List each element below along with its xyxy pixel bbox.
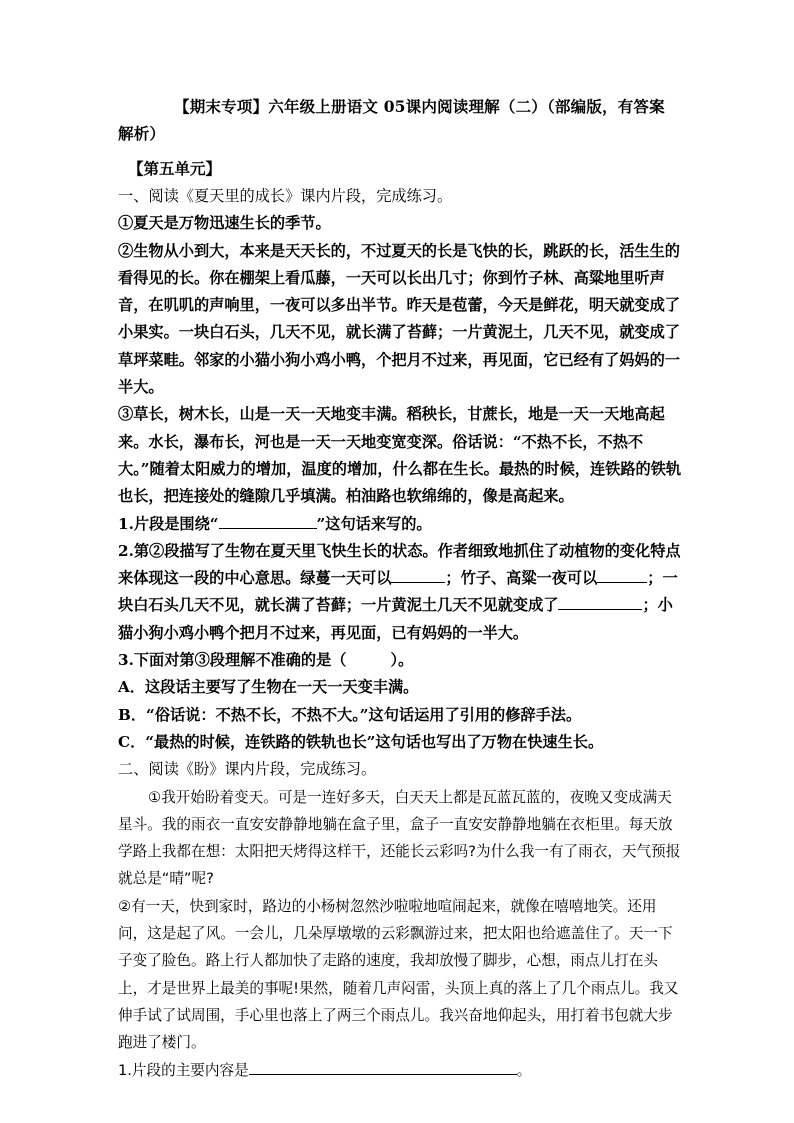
question-2: 2.第②段描写了生物在夏天里飞快生长的状态。作者细致地抓住了动植物的变化特点来体现这一段的中心意思。绿蔓一天可以 ；竹子、高粱一夜可以 ；一块白石头几天不见，就长满了苔藓；一片黄泥土几天不见就变成了 ；小猫小狗小鸡小鸭个把月不过来，再见面，已有妈妈的一半大。 [118, 541, 681, 642]
reading-paragraph-2: ②有一天，快到家时，路边的小杨树忽然沙啦啦地喧闹起来，就像在嘻嘻地笑。还用问，这是起了风。一会儿，几朵厚墩墩的云彩飘游过来，把太阳也给遮盖住了。天一下子变了脸色。路上行人都加快了走路的速度，我却放慢了脚步，心想，雨点儿打在头上，才是世界上最美的事呢!果然，随着几声闷雷，头顶上真的落上了几个雨点儿。我又伸手试了试周围，手心里也落上了两三个雨点儿。我兴奋地仰起头，用打着书包就大步跑进了楼门。 [118, 897, 679, 1052]
question-3: 3.下面对第③段理解不准确的是（ ）。 [118, 651, 414, 670]
section-2-question-1: 1.片段的主要内容是 。 [118, 1061, 532, 1079]
section-2-passage [118, 784, 684, 1084]
answer-blank[interactable] [219, 514, 317, 529]
answer-blank[interactable] [558, 595, 642, 610]
reading-paragraph-1-first-line: ①我开始盼着变天。可是一连好多天，白天天上都是瓦蓝瓦蓝的，夜晚又变成满天 [148, 788, 672, 806]
section-1 [118, 183, 684, 1084]
document-title [118, 93, 678, 147]
option-b: B．“俗话说：不热不长，不热不大。”这句话运用了引用的修辞手法。 [118, 705, 582, 724]
option-c: C．“最热的时候，连铁路的铁轨也长”这句话也写出了万物在快速生长。 [118, 732, 604, 751]
reading-paragraph-1-rest: 星斗。我的雨衣一直安安静静地躺在盒子里，盒子一直安安静静地躺在衣柜里。每天放学路上我都在想：太阳把天烤得这样干，还能长云彩吗?为什么我一有了雨衣，天气预报就总是“晴”呢? [118, 815, 681, 888]
answer-blank[interactable] [391, 568, 445, 583]
unit-heading: 【第五单元】 [128, 159, 222, 178]
passage-paragraph-1: ①夏天是万物迅速生长的季节。 [118, 214, 331, 233]
option-a: A．这段话主要写了生物在一天一天变丰满。 [118, 678, 419, 697]
passage-paragraph-2: ②生物从小到大，本来是天天长的，不过夏天的长是飞快的长，跳跃的长，活生生的看得见的长。你在棚架上看瓜藤，一天可以长出几寸；你到竹子林、高粱地里听声音，在叽叽的声响里，一夜可以多出半节。昨天是苞蕾，今天是鲜花，明天就变成了小果实。一块白石头，几天不见，就长满了苔藓；一片黄泥土，几天不见，就变成了草坪菜畦。邻家的小猫小狗小鸡小鸭，个把月不过来，再见面，它已经有了妈妈的一半大。 [118, 241, 680, 397]
title-text: 【期末专项】六年级上册语文 05课内阅读理解（二）（部编版，有答案解析） [118, 97, 665, 143]
question-1: 1.片段是围绕“ ”这句话来写的。 [118, 514, 432, 533]
passage-paragraph-3: ③草长，树木长，山是一天一天地变丰满。稻秧长，甘蔗长，地是一天一天地高起来。水长，瀑布长，河也是一天一天地变宽变深。俗话说：“不热不长，不热不大。”随着太阳威力的增加，温度的增加，什么都在生长。最热的时候，连铁路的铁轨也长，把连接处的缝隙几乎填满。柏油路也软绵绵的，像是高起来。 [118, 405, 682, 506]
answer-blank[interactable] [597, 568, 647, 583]
section-1-heading: 一、阅读《夏天里的成长》课内片段，完成练习。 [118, 187, 453, 205]
answer-blank[interactable] [249, 1060, 517, 1075]
section-2-heading: 二、阅读《盼》课内片段，完成练习。 [118, 760, 377, 779]
